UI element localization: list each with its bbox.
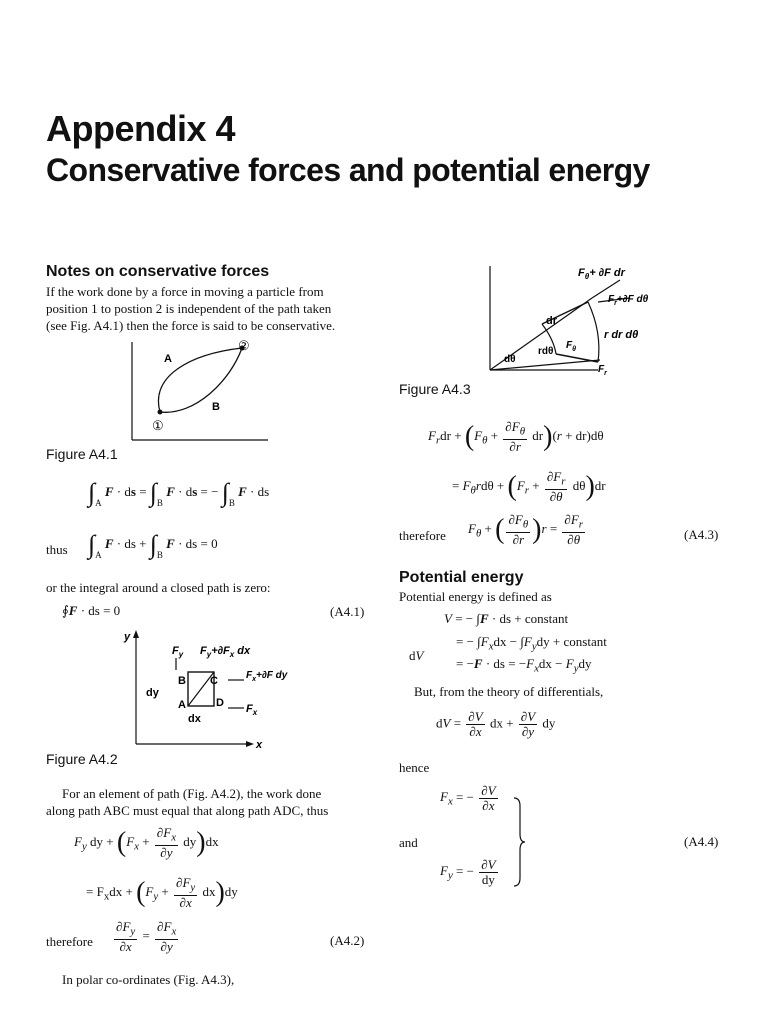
figure-a4-3 xyxy=(480,262,700,380)
pe-definition-text: Potential energy is defined as xyxy=(399,589,552,604)
fig3-element-bottom xyxy=(556,354,598,362)
fig2-label-b: B xyxy=(178,675,186,687)
hence-label: hence xyxy=(399,760,430,775)
figure-a4-1-caption: Figure A4.1 xyxy=(46,446,118,462)
fig1-label-a: A xyxy=(164,353,172,365)
fx-gradient-equation: $F_x$ = − $\frac{\partial V}{\partial x}$ xyxy=(440,783,496,813)
element-line: For an element of path (Fig. A4.2), the work done xyxy=(62,786,322,801)
pe-equation-3: = −F · ds = $-F_xdx - F_ydy$ xyxy=(456,656,592,675)
integral-equation-2: $\int_A$ F · ds + $\int_B$ F · ds = 0 xyxy=(88,530,218,560)
fig1-label-b: B xyxy=(212,401,220,413)
fig1-label-1: ① xyxy=(152,418,164,433)
fig3-ftheta-arrow xyxy=(592,280,620,298)
brace-path xyxy=(514,798,525,886)
therefore-label-left: therefore xyxy=(46,934,93,949)
fig1-point-1 xyxy=(158,410,163,415)
thus-label: thus xyxy=(46,542,68,557)
pe-equation-1: V = − ∫F · ds + constant xyxy=(444,611,569,626)
figure-a4-2-caption: Figure A4.2 xyxy=(46,751,118,767)
polar-text: In polar co-ordinates (Fig. A4.3), xyxy=(62,972,235,987)
fig1-label-2: ② xyxy=(238,338,250,353)
fig2-label-x: x xyxy=(256,739,263,751)
closed-integral-equation: ∮F · ds = 0 xyxy=(62,603,121,618)
fig2-label-a: A xyxy=(178,699,186,711)
intro-line: position 1 to postion 2 is independent of the path taken xyxy=(46,301,332,316)
closed-path-text: or the integral around a closed path is zero: xyxy=(46,580,271,595)
fig2-label-dy: dy xyxy=(146,687,159,699)
fig3-label-dtheta: dθ xyxy=(504,354,516,365)
pe-equation-2: = − $\int F_xdx - \int F_ydy$ + constant xyxy=(456,634,607,653)
fig2-label-fx: $F_x$ xyxy=(246,703,258,717)
element-line: along path ABC must equal that along path ADC, thus xyxy=(46,803,329,818)
fig2-label-c: C xyxy=(210,675,218,687)
fig3-outer-arc xyxy=(588,302,599,362)
polar-equation-2: = $F_\theta rd\theta + (F_r$ + $\frac{\partial F_r}{\partial\theta}$ dθ)dr xyxy=(452,469,606,504)
element-paragraph xyxy=(46,785,376,819)
fy-gradient-equation: $F_y$ = − $\frac{\partial V}{dy}$ xyxy=(440,857,496,887)
eq-number-a44: (A4.4) xyxy=(684,834,719,849)
section-title-potential: Potential energy xyxy=(399,569,524,586)
figure-a4-2 xyxy=(116,626,288,751)
figure-a4-1 xyxy=(120,336,270,446)
intro-line: If the work done by a force in moving a particle from xyxy=(46,284,324,299)
and-label: and xyxy=(399,835,418,850)
path-work-equation-1: $F_y$ dy + ($F_x$ + $\frac{\partial F_x}{\partial y}$ dy)dx xyxy=(74,825,219,860)
polar-equation-1: $F_rdr + (F_\theta$ + $\frac{\partial F_\theta}{\partial r}$ dr)(r + dr)dθ xyxy=(428,419,604,454)
page-title: Conservative forces and potential energy xyxy=(46,152,650,188)
fig2-label-y: y xyxy=(124,631,131,643)
curl-equation: $\frac{\partial F_y}{\partial x}$ = $\frac{\partial F_x}{\partial y}$ xyxy=(116,919,177,954)
fig3-label-rdrdtheta: r dr dθ xyxy=(604,329,639,341)
fig2-label-fy: $F_y$ xyxy=(172,645,184,659)
intro-line: (see Fig. A4.1) then the force is said to be conservative. xyxy=(46,318,336,333)
fig3-label-ftheta-plus: $F_\theta+ \partial F$ dr xyxy=(578,267,625,281)
fig3-label-ftheta: $F_\theta$ xyxy=(566,340,577,353)
fig3-label-dr: dr xyxy=(546,315,557,327)
total-differential-equation: dV = $\frac{\partial V}{\partial x}$ dx + $\frac{\partial V}{\partial y}$ dy xyxy=(436,709,556,739)
pe-dv-label: dV xyxy=(409,648,424,663)
eq-number-a41: (A4.1) xyxy=(330,604,365,619)
therefore-label-right: therefore xyxy=(399,528,446,543)
intro-paragraph xyxy=(46,283,376,334)
section-title-conservative: Notes on conservative forces xyxy=(46,263,270,280)
fig2-label-d: D xyxy=(216,697,224,709)
right-brace xyxy=(512,796,526,888)
differentials-text: But, from the theory of differentials, xyxy=(414,684,604,699)
eq-number-a42: (A4.2) xyxy=(330,933,365,948)
polar-curl-equation: $F_\theta$ + ( $\frac{\partial F_\theta}{\partial r}$ )r = $\frac{\partial F_r}{\partial\theta}$ xyxy=(468,512,584,547)
eq-number-a43: (A4.3) xyxy=(684,527,719,542)
appendix-title: Appendix 4 xyxy=(46,108,236,149)
fig2-y-arrow xyxy=(133,630,139,638)
fig3-label-fr-plus: $F_r+\partial F$ dθ xyxy=(608,294,649,307)
fig2-x-arrow xyxy=(246,741,254,747)
integral-equation-1: $\int_A$ F · ds = $\int_B$ F · ds = − $\int_B$ F · ds xyxy=(88,478,270,508)
path-work-equation-2: = $F_xdx + (F_y$ + $\frac{\partial F_y}{\partial x}$ dx)dy xyxy=(86,875,238,910)
fig2-label-fy-plus: $F_y+\partial F_x$ dx xyxy=(200,645,251,659)
fig3-label-rdtheta: rdθ xyxy=(538,346,554,357)
fig2-label-dx: dx xyxy=(188,713,201,725)
figure-a4-3-caption: Figure A4.3 xyxy=(399,381,471,397)
fig2-label-fx-plus: $F_x+\partial F$ dy xyxy=(246,670,288,683)
fig3-label-fr: $F_r$ xyxy=(598,364,607,377)
